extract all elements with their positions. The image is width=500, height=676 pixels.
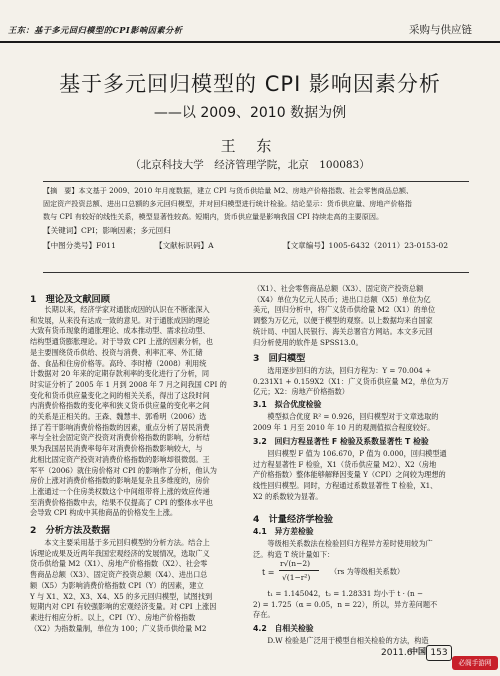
text-line: 过方程显著性 F 检验，X1（货币供应量 M2）、X2（房地 xyxy=(253,459,437,469)
right-col-para-5 xyxy=(253,539,433,560)
author-affiliation: （北京科技大学 经济管理学院，北京 100083） xyxy=(130,159,370,171)
text-line: 亿元；X2：房地产价格指数） xyxy=(253,387,349,397)
text-line: 泛。构造 T 统计量如下： xyxy=(253,549,335,559)
text-line: 存在。 xyxy=(253,610,275,620)
text-line: 2009 年 1 月至 2010 年 10 月的观测值拟合程度较好。 xyxy=(253,422,435,432)
text-line: X2 的系数较为显著。 xyxy=(253,491,323,501)
text-line: 此相比固定资产投资对消费价格指数的影响却很微弱。王 xyxy=(30,454,210,464)
article-subtitle: ——以 2009、2010 数据为例 xyxy=(153,105,347,121)
subsection-3-2-heading: 3.2 回归方程显著性 F 检验及系数显著性 T 检验 xyxy=(253,437,429,446)
document-code: 【文献标识码】A xyxy=(155,241,214,250)
section-4-heading: 4 计量经济学检验 xyxy=(253,514,333,525)
text-line: 上涨通过一个住房类权数这个中间组带将上涨的效应传递 xyxy=(30,486,210,496)
text-line: 内消费价格指数的变化率和狭义货币供应量的变化率之间 xyxy=(30,401,210,411)
text-line: 调整为万亿元，以便于模型的观察。以上数据均来自国家 xyxy=(253,316,433,326)
keywords: 【关键词】CPI；影响因素；多元回归 xyxy=(43,226,171,235)
running-header-left: 王东：基于多元回归模型的CPI影响因素分析 xyxy=(8,25,183,35)
text-line: （X4）单位为亿元人民币；进出口总额（X5）单位为亿 xyxy=(253,294,431,304)
text-line: 统计局、中国人民银行、海关总署官方网站。本文多元回 xyxy=(253,326,433,336)
text-line: 本文主要采用基于多元回归模型的分析方法。结合上 xyxy=(30,538,210,547)
text-line: 售商品总额（X3）、固定资产投资总额（X4）、进出口总 xyxy=(30,570,208,580)
text-line: 会导致 CPI 构成中其他商品的价格发生上涨。 xyxy=(30,508,178,518)
page-number: 153 xyxy=(426,645,452,661)
text-line: 诉理论成果及近两年我国宏观经济的发展情况，选取广义 xyxy=(30,548,210,558)
left-col-para-1 xyxy=(30,305,227,519)
text-line: 额（X5）为影响消费价格指数 CPI（Y）的因素，建立 xyxy=(30,580,204,590)
subsection-3-1-heading: 3.1 拟合优度检验 xyxy=(253,400,322,409)
formula-lhs: t = xyxy=(262,568,275,577)
text-line: 时实证分析了 2005 年 1 月到 2008 年 7 月之间我国 CPI 的 xyxy=(30,379,227,389)
text-line: 2) = 1.725（α = 0.05，n = 22），所以，异方差问题不 xyxy=(253,599,438,609)
subsection-4-2-heading: 4.2 自相关检验 xyxy=(253,624,314,633)
formula-denominator: √(1−r²) xyxy=(282,573,311,582)
text-line: 线性回归模型。同时，方程通过系数显著性 T 检验，X1、 xyxy=(253,481,438,491)
header-rule xyxy=(0,41,500,43)
text-line: 回归模型 F 值为 106.670，P 值为 0.000，回归模型通 xyxy=(253,449,447,458)
right-col-para-3 xyxy=(253,412,439,433)
subsection-4-1-heading: 4.1 异方差检验 xyxy=(253,527,314,536)
text-line: 是主要围绕货币供给、投资与消费、利率汇率、外汇储 xyxy=(30,347,203,357)
right-col-para-2 xyxy=(253,366,449,398)
issue-date: 2011.6 xyxy=(381,648,413,658)
text-line: 和发展，从来没有达成一致的意见。对于通胀成因的理论 xyxy=(30,315,210,325)
right-col-para-7 xyxy=(253,636,429,647)
formula-note: （rs 为等级相关系数） xyxy=(330,567,405,576)
text-line: 房价上涨对消费价格指数的影响是复杂且多维度的，房价 xyxy=(30,476,210,486)
text-line: t₁ = 1.145042，t₂ = 1.28331 均小于 t · (n − xyxy=(253,589,423,598)
journal-mark: 中国 xyxy=(410,647,426,656)
abstract-line: 数与 CPI 有较好的线性关系，模型显著性较高。短期内，货币供应量是影响我国 CPI 持续走高的主要原因。 xyxy=(43,212,384,221)
fraction-bar xyxy=(279,570,319,571)
text-line: 择了若干影响消费价格指数的因素，重点分析了居民消费 xyxy=(30,422,210,432)
text-line: 美元，回归分析中，将广义货币供给量 M2（X1）的单位 xyxy=(253,305,436,315)
text-line: 选用逐步回归的方法，回归方程为：Y = 70.004 + xyxy=(253,366,432,375)
right-col-para-4 xyxy=(253,449,447,503)
text-line: 率与全社会固定资产投资对消费价格指数的影响，分析结 xyxy=(30,433,210,443)
site-watermark: 必阁手游网 xyxy=(452,656,498,670)
right-col-para-1 xyxy=(253,284,435,348)
text-line: （X2）为指数量制，单位为 100；广义货币供给量 M2 xyxy=(30,623,207,633)
right-col-para-6 xyxy=(253,589,437,621)
text-line: D.W 检验是广泛用于模型自相关检验的方法，构造 xyxy=(253,636,429,645)
section-3-heading: 3 回归模型 xyxy=(253,353,306,364)
text-line: 备、食品和住房价格等。高玲、李时椿（2008）利用统 xyxy=(30,358,207,368)
text-line: 素进行相应分析。以上，CPI（Y）、房地产价格指数 xyxy=(30,612,196,622)
text-line: 短期内对 CPI 有较强影响的宏观经济变量。对 CPI 上涨因 xyxy=(30,602,217,612)
article-number: 【文章编号】1005-6432（2011）23-0153-02 xyxy=(283,241,449,250)
article-author: 王 东 xyxy=(220,137,280,155)
abstract-line: 【摘 要】本文基于 2009、2010 年月度数据，建立 CPI 与货币供给量 M2、房地产价格指数、社会零售商品总额、 xyxy=(43,186,414,195)
text-line: 军平（2006）就住房价格对 CPI 的影响作了分析，他认为 xyxy=(30,465,217,475)
left-col-para-2 xyxy=(30,538,216,634)
abstract-line: 固定资产投资总额、进出口总额的多元回归模型，并对回归模型进行统计检验。结论显示：货币供应量、房地产价格指 xyxy=(43,199,412,208)
text-line: 果为我国居民消费率每年对消费价格指数影响较大，与 xyxy=(30,444,203,454)
text-line: 变化和货币供应量变化之间的相关关系，得出了这段时间 xyxy=(30,390,210,400)
clc-number: 【中图分类号】F011 xyxy=(43,241,116,250)
running-header-section: 采购与供应链 xyxy=(409,24,472,36)
text-line: （X1）、社会零售商品总额（X3）、固定资产投资总额 xyxy=(253,284,424,293)
text-line: 计数据对 20 年来的定期存款利率的变化进行了分析，同 xyxy=(30,369,210,379)
text-line: 模型拟合优度 R² = 0.926，回归模型对于文章选取的 xyxy=(253,412,439,421)
text-line: 大致有货币现象的通胀理论、成本推动型、需求拉动型、 xyxy=(30,326,210,336)
text-line: 的关系是正相关的。王森、魏慧丰、郭希明（2006）选 xyxy=(30,412,207,422)
text-line: 长期以来，经济学家对通胀成因的认识在不断涨深入 xyxy=(30,305,210,314)
article-title: 基于多元回归模型的 CPI 影响因素分析 xyxy=(59,72,441,96)
text-line: Y 与 X1、X2、X3、X4、X5 的多元回归模型，试图找到 xyxy=(30,591,213,601)
text-line: 等级相关系数法在检验回归方程异方差时使用较为广 xyxy=(253,539,433,548)
formula-numerator: r√(n−2) xyxy=(280,559,311,568)
section-1-heading: 1 理论及文献回顾 xyxy=(30,294,110,305)
text-line: 归分析使用的软件是 SPSS13.0。 xyxy=(253,337,363,347)
text-line: 货币供给量 M2（X1）、房地产价格指数（X2）、社会零 xyxy=(30,559,208,569)
text-line: 产价格指数）整体能够解释因变量 Y（CPI）之间较为理想的 xyxy=(253,470,446,480)
text-line: 0.231X1 + 0.159X2（X1：广义货币供应量 M2，单位为万 xyxy=(253,376,449,386)
text-line: 至消费价格指数中去，结果不仅提高了 CPI 的整体水平也 xyxy=(30,497,214,507)
section-2-heading: 2 分析方法及数据 xyxy=(30,525,110,536)
text-line: 结构型通货膨胀理论。对于导致 CPI 上涨的因素分析，也 xyxy=(30,337,214,347)
